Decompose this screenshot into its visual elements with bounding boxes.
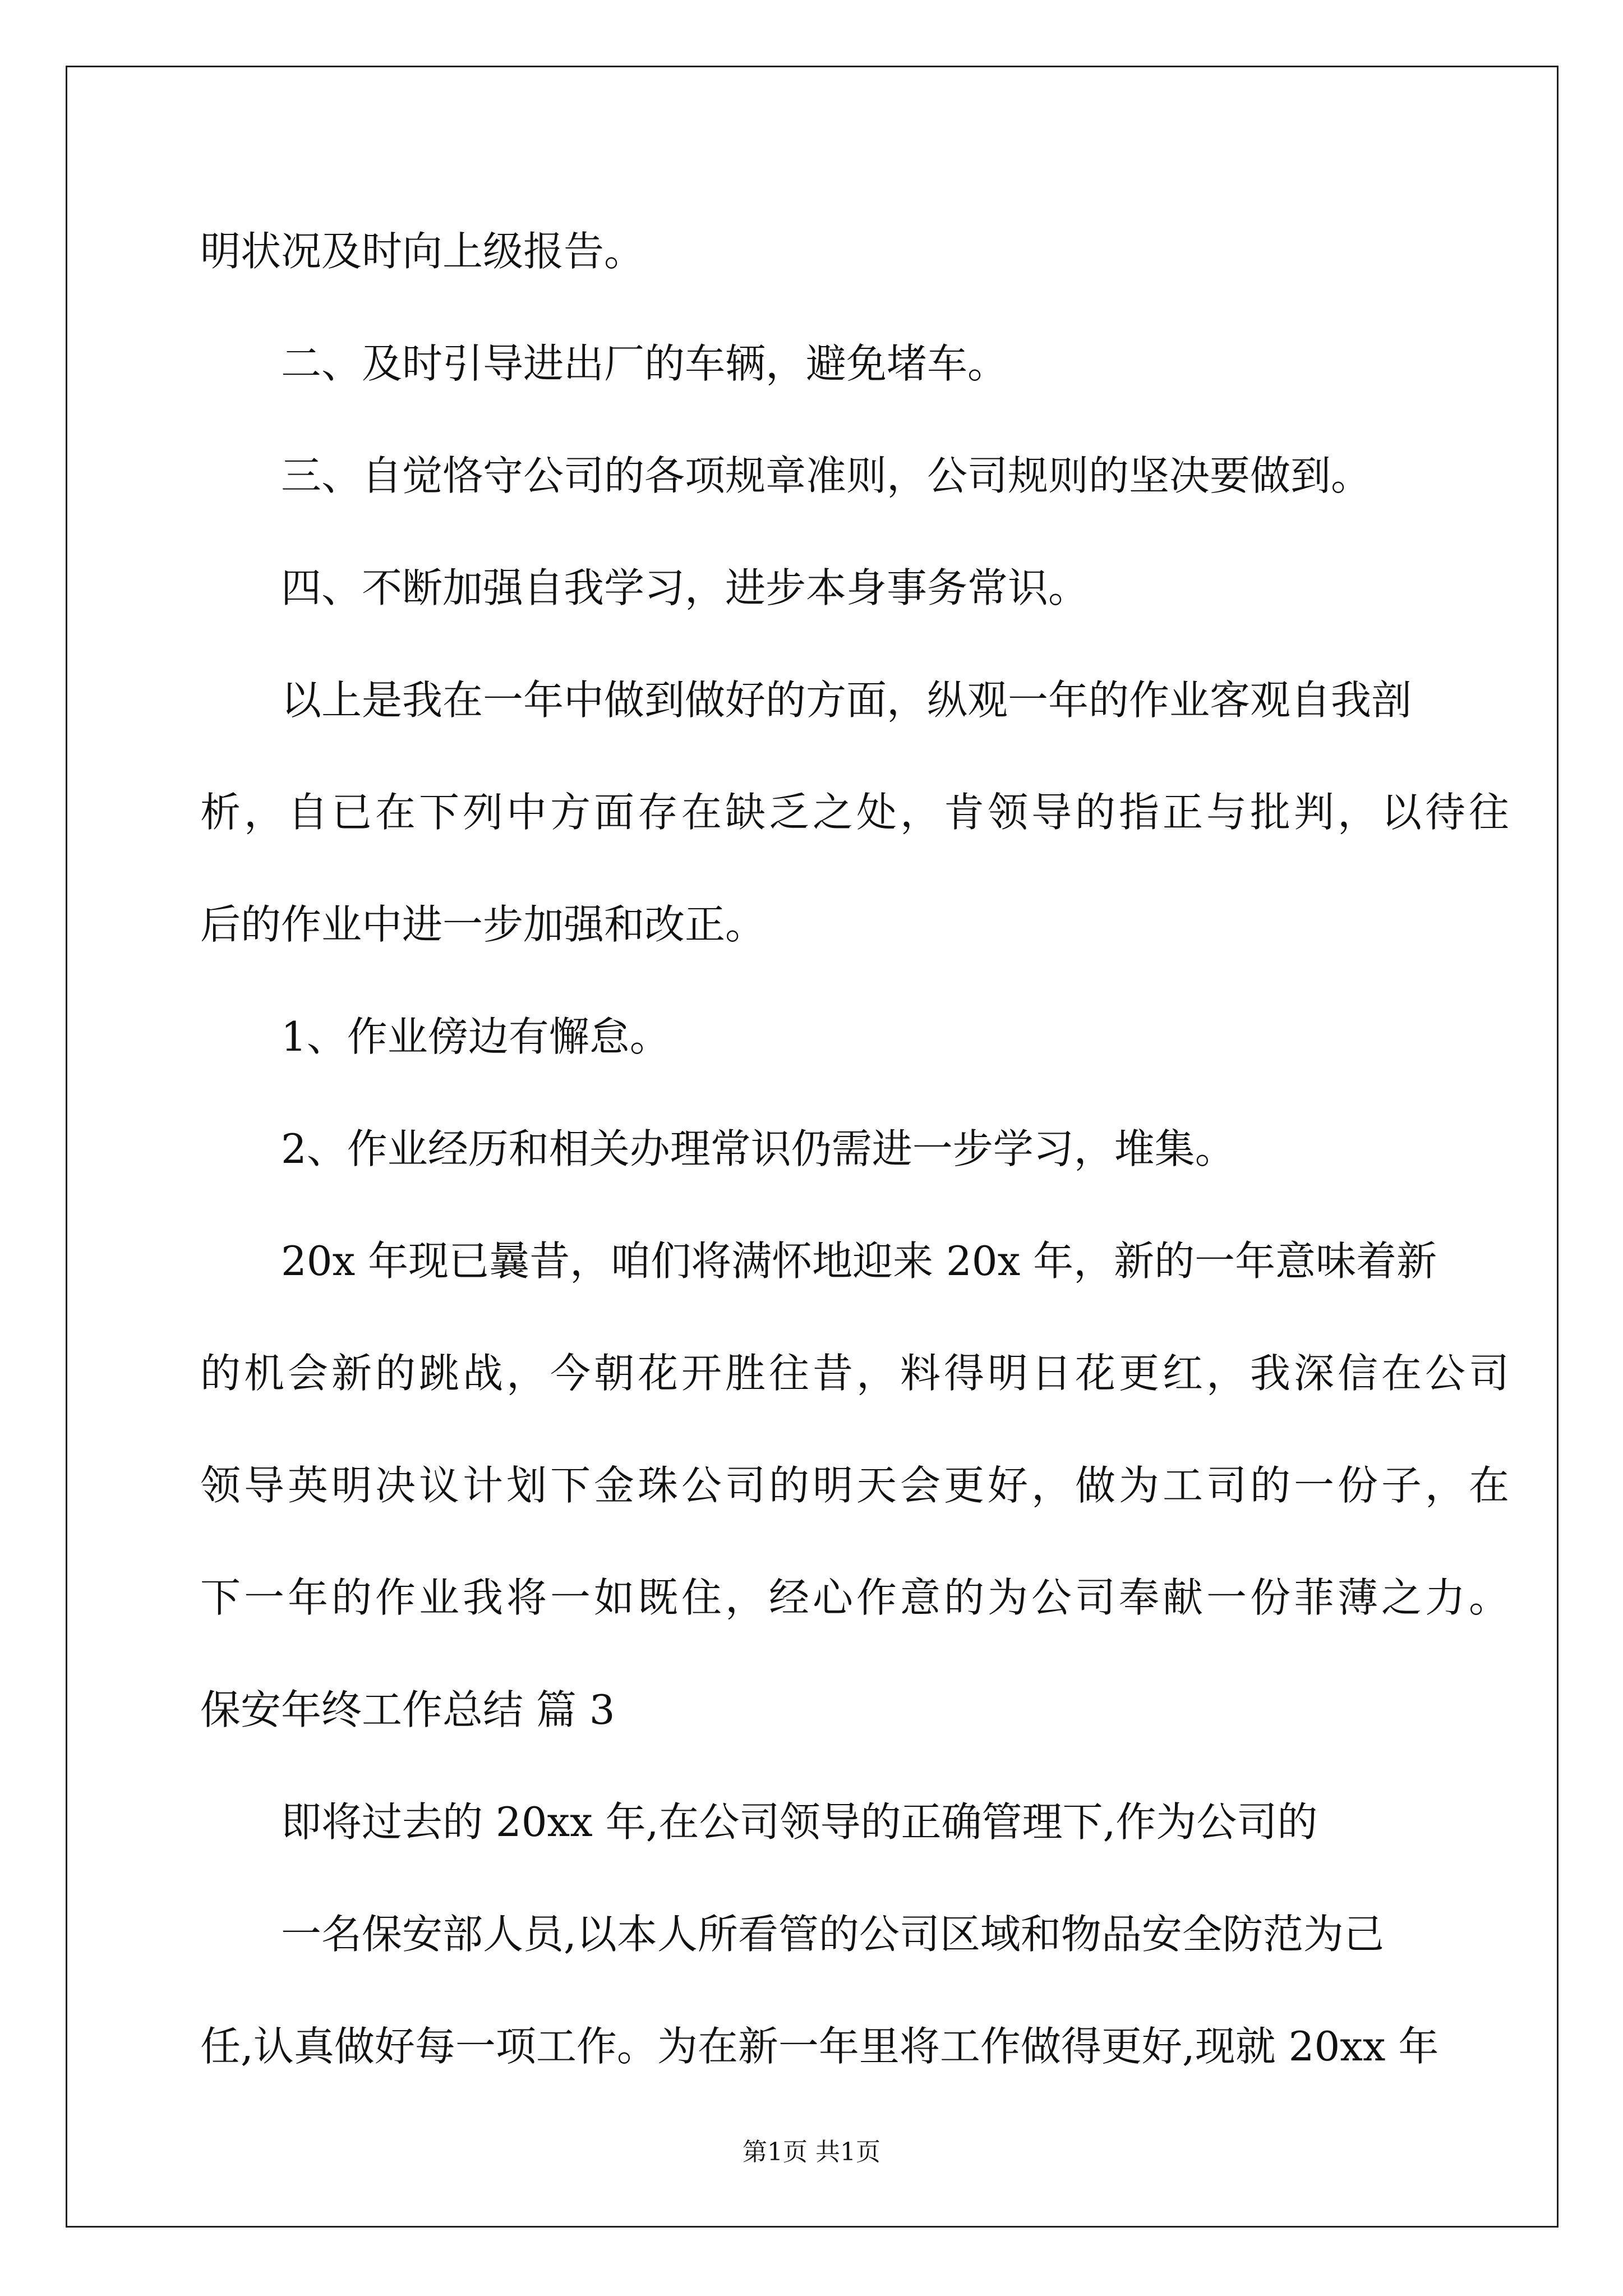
- text-line: 下一年的作业我将一如既住，经心作意的为公司奉献一份菲薄之力。: [200, 1574, 1513, 1621]
- section-heading: 保安年终工作总结 篇 3: [200, 1686, 615, 1733]
- text-line: 2、作业经历和相关办理常识仍需进一步学习，堆集。: [281, 1125, 1235, 1172]
- text-line: 领导英明决议计划下金珠公司的明天会更好，做为工司的一份子，在: [200, 1462, 1513, 1509]
- text-line: 三、自觉恪守公司的各项规章准则，公司规则的坚决要做到。: [281, 452, 1372, 499]
- text-line: 任,认真做好每一项工作。为在新一年里将工作做得更好,现就 20xx 年: [200, 2023, 1439, 2070]
- text-line: 二、及时引导进出厂的车辆，避免堵车。: [281, 340, 1008, 387]
- text-line: 析，自已在下列中方面存在缺乏之处，肯领导的指正与批判，以待往: [200, 789, 1513, 836]
- text-line: 1、作业傍边有懈怠。: [281, 1013, 670, 1060]
- text-line: 后的作业中进一步加强和改正。: [200, 901, 766, 948]
- page-footer: 第1页 共1页: [743, 2138, 880, 2166]
- text-line: 即将过去的 20xx 年,在公司领导的正确管理下,作为公司的: [281, 1798, 1318, 1846]
- text-line: 以上是我在一年中做到做好的方面，纵观一年的作业客观自我剖: [281, 677, 1412, 724]
- text-line: 明状况及时向上级报告。: [200, 228, 645, 275]
- text-line: 一名保安部人员,以本人所看管的公司区域和物品安全防范为己: [281, 1911, 1384, 1958]
- text-line: 四、不断加强自我学习，进步本身事务常识。: [281, 564, 1089, 611]
- text-line: 20x 年现已曩昔，咱们将满怀地迎来 20x 年，新的一年意味着新: [281, 1237, 1437, 1285]
- text-line: 的机会新的跳战，今朝花开胜往昔，料得明日花更红，我深信在公司: [200, 1350, 1513, 1397]
